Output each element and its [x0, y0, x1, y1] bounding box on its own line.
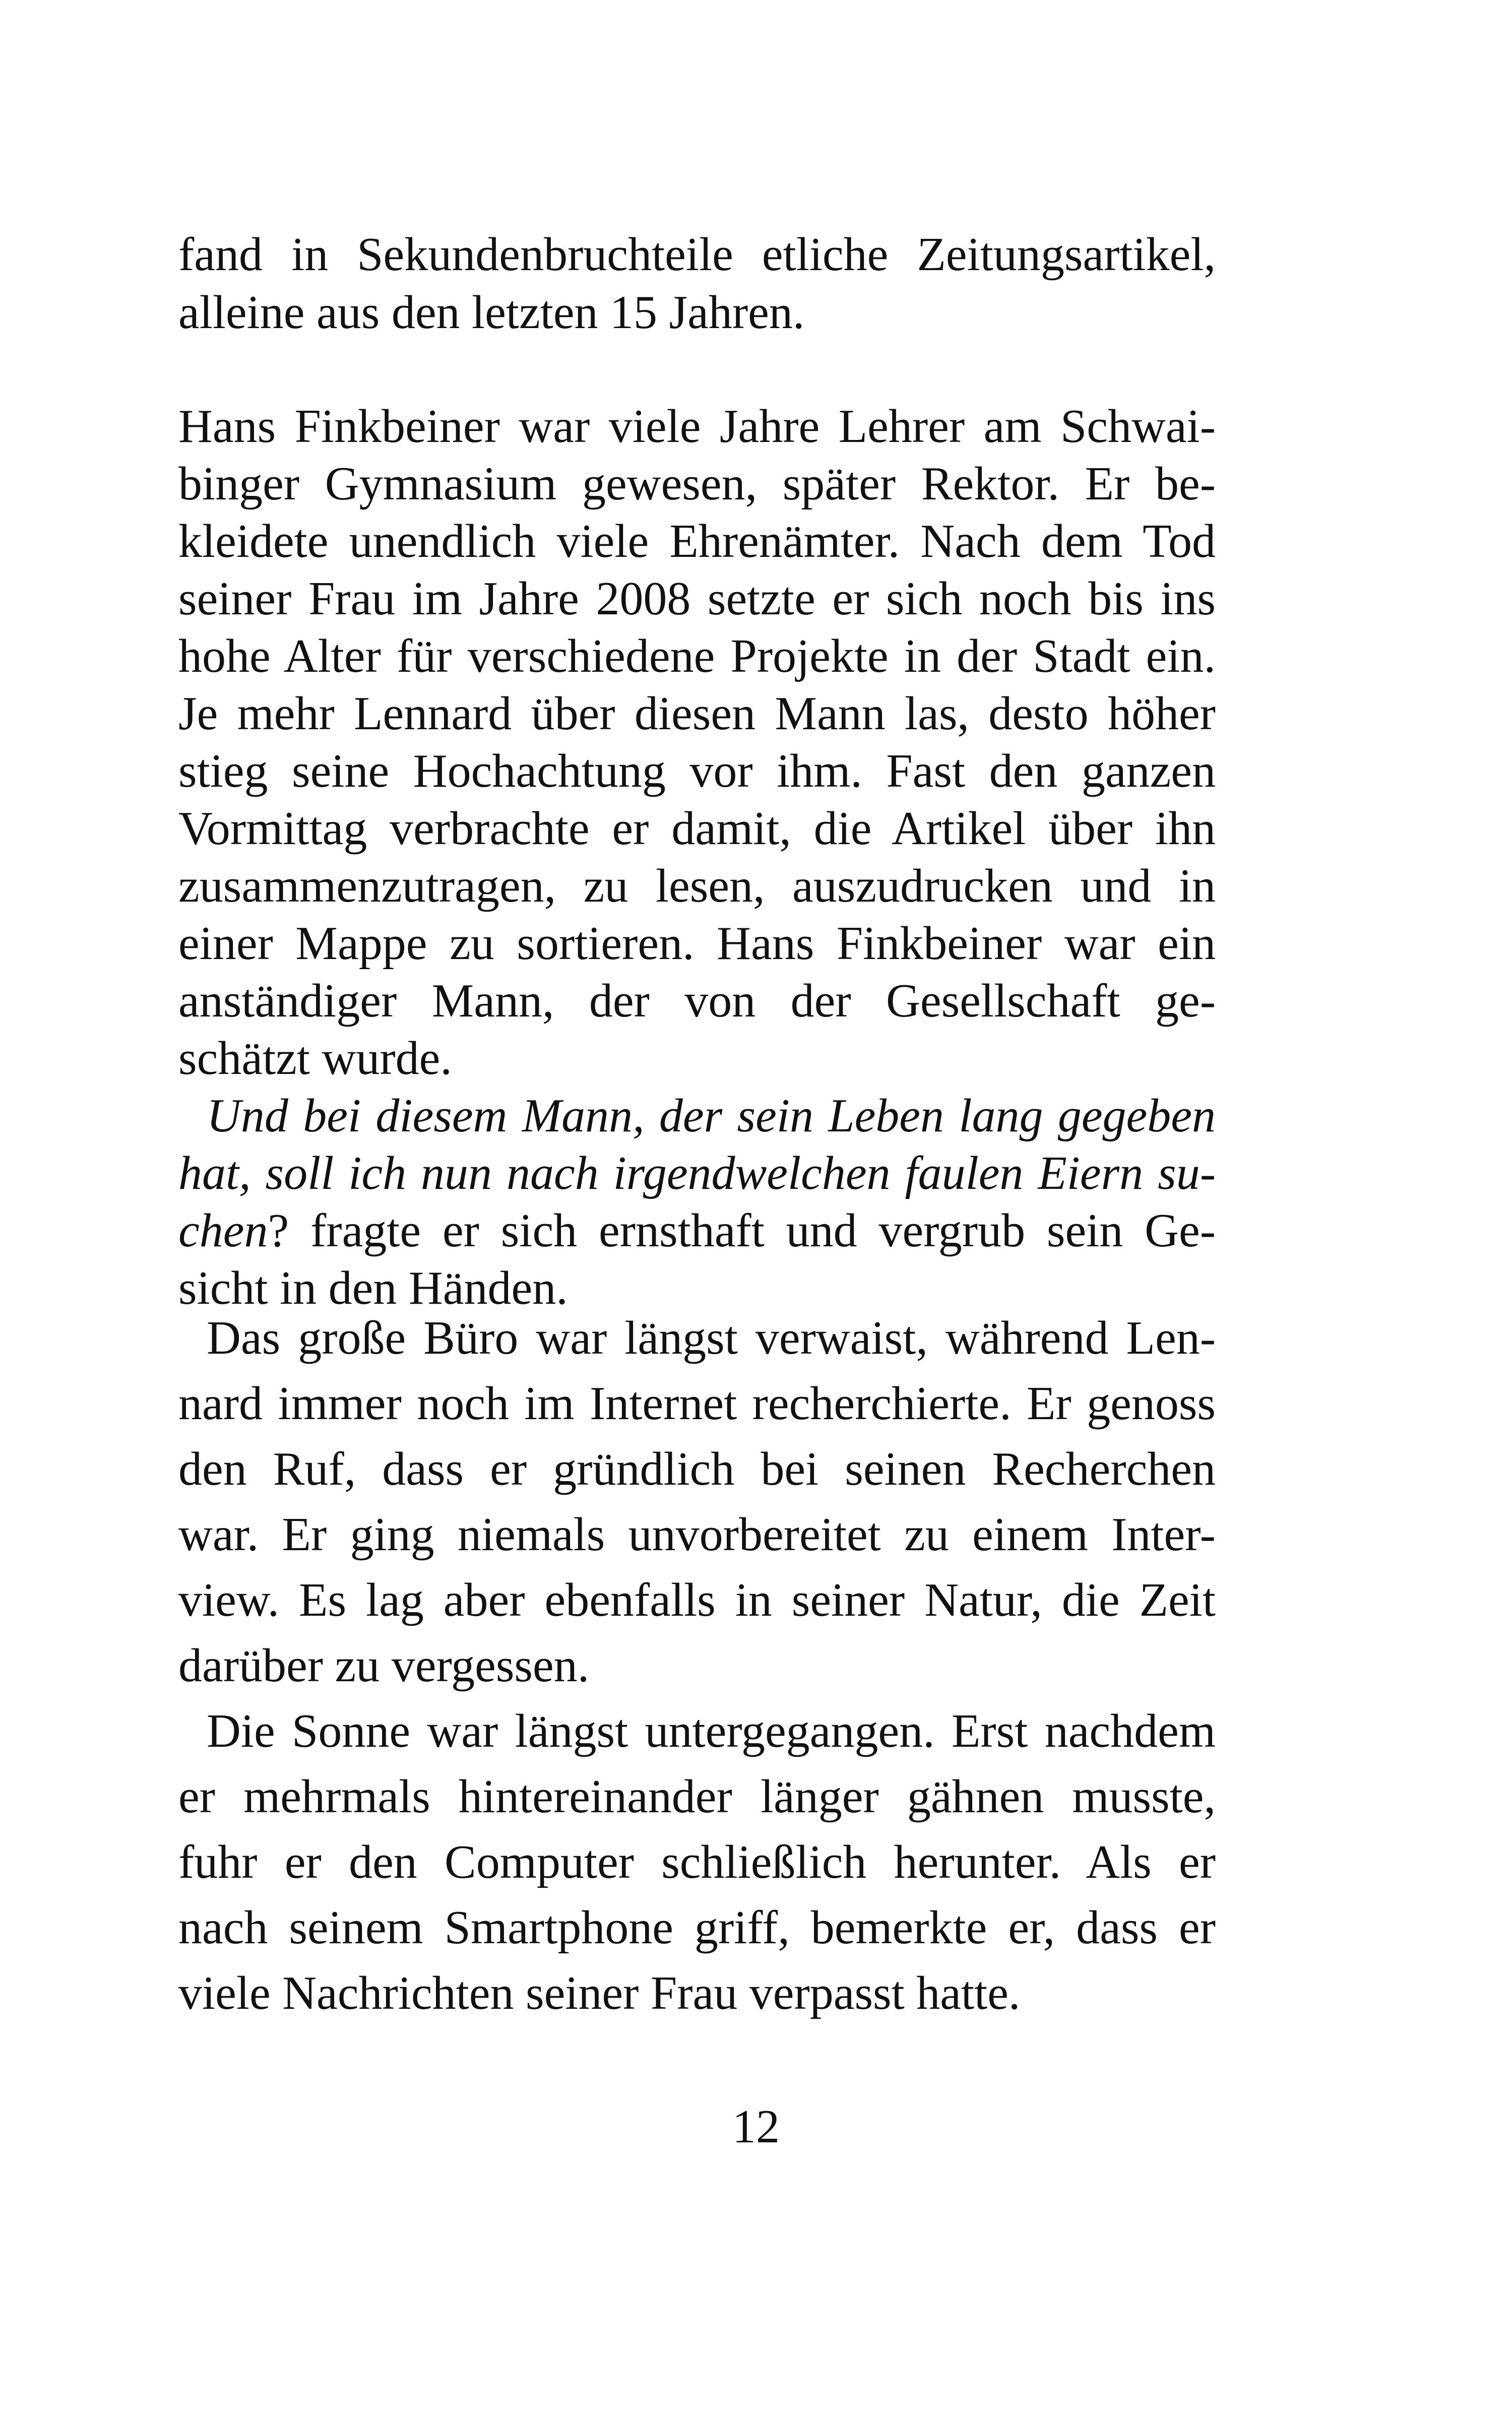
text-line: Vormittag verbrachte er damit, die Artikel über ihn [178, 802, 1216, 855]
text-line-italic [178, 1087, 1216, 1145]
text-line: seiner Frau im Jahre 2008 setzte er sich noch bis ins [178, 573, 1216, 625]
text-line: einer Mappe zu sortieren. Hans Finkbeiner war ein [178, 917, 1216, 970]
text-line: viele Nachrichten seiner Frau verpasst hatte. [178, 1967, 1021, 2019]
text-line: sicht in den Händen. [178, 1262, 568, 1314]
text-line: war. Er ging niemals unvorbereitet zu einem Inter- [178, 1508, 1216, 1561]
text-line: zusammenzutragen, zu lesen, auszudrucken und in [178, 860, 1216, 912]
text-line: Hans Finkbeiner war viele Jahre Lehrer am Schwai- [178, 400, 1216, 453]
italic-thought: Und bei diesem Mann, der sein Leben lang gegeben [207, 1090, 1216, 1142]
text-line: view. Es lag aber ebenfalls in seiner Natur, die Zeit [178, 1574, 1216, 1626]
text-line: fand in Sekundenbruchteile etliche Zeitungsartikel, [178, 228, 1216, 281]
paragraph-1 [178, 226, 1216, 342]
paragraph-4-and-5 [178, 1305, 1216, 2026]
text-line: er mehrmals hintereinander länger gähnen musste, [178, 1770, 1216, 1823]
italic-thought: hat, soll ich nun nach irgendwelchen faulen Eiern su- [178, 1147, 1216, 1199]
text-line: Je mehr Lennard über diesen Mann las, desto höher [178, 687, 1216, 740]
text-line: darüber zu vergessen. [178, 1639, 590, 1692]
text-line: stieg seine Hochachtung vor ihm. Fast den ganzen [178, 745, 1216, 797]
paragraph-2-and-3 [178, 398, 1216, 1317]
page-number: 12 [732, 2101, 780, 2153]
text-line: nach seinem Smartphone griff, bemerkte er, dass er [178, 1901, 1216, 1954]
text-line: fuhr er den Computer schließlich herunter. Als er [178, 1836, 1216, 1888]
text-line: alleine aus den letzten 15 Jahren. [178, 286, 805, 339]
text-line: Das große Büro war längst verwaist, während Len- [207, 1312, 1216, 1364]
text-line: den Ruf, dass er gründlich bei seinen Recherchen [178, 1443, 1216, 1495]
text-line-mixed [178, 1202, 1216, 1259]
text-line: nard immer noch im Internet recherchierte. Er genoss [178, 1377, 1216, 1430]
text-line: schätzt wurde. [178, 1032, 452, 1085]
text-line-italic [178, 1145, 1216, 1202]
text-line: binger Gymnasium gewesen, später Rektor. Er be- [178, 458, 1216, 510]
italic-thought: chen [178, 1204, 268, 1257]
text-line: Die Sonne war längst untergegangen. Erst nachdem [207, 1705, 1216, 1757]
text-line: anständiger Mann, der von der Gesellschaft ge- [178, 975, 1216, 1027]
text-line: kleidete unendlich viele Ehrenämter. Nach dem Tod [178, 515, 1216, 567]
text-fragment: ? fragte er sich ernsthaft und vergrub sein Ge- [268, 1204, 1216, 1257]
text-line: hohe Alter für verschiedene Projekte in der Stadt ein. [178, 630, 1216, 682]
